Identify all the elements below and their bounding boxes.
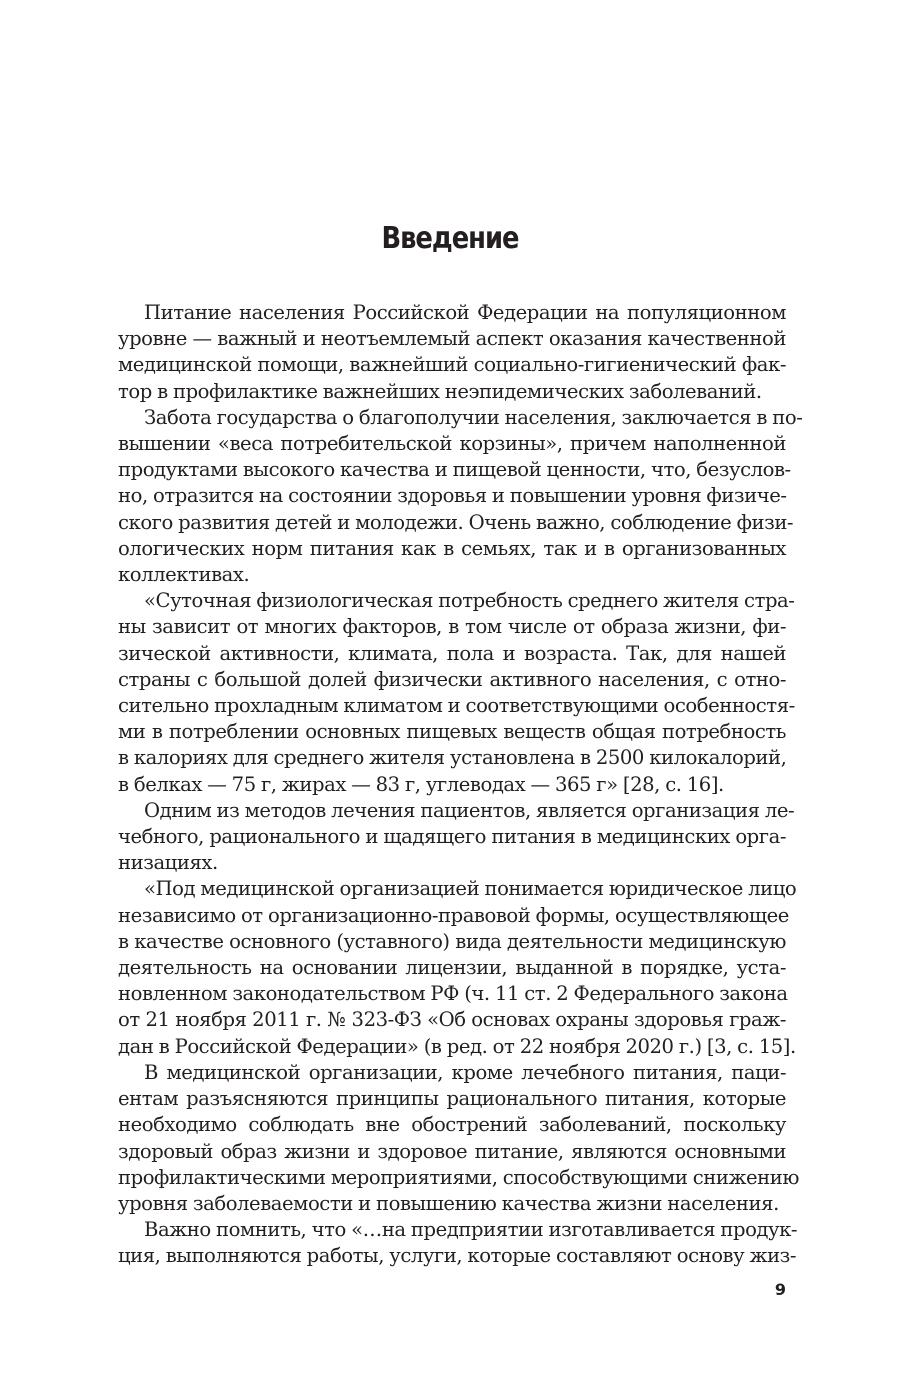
text-line: Одним из методов лечения пациентов, является организация ле-	[144, 798, 795, 822]
text-line: дан в Российской Федерации» (в ред. от 22 ноября 2020 г.) [3, с. 15].	[118, 1034, 796, 1058]
text-line: уровне — важный и неотъемлемый аспект оказания качественной	[118, 327, 786, 351]
text-line: профилактическими мероприятиями, способствующими снижению	[118, 1165, 800, 1189]
paragraph	[118, 405, 803, 588]
paragraph	[118, 300, 786, 405]
text-line: тор в профилактике важнейших неэпидемических заболеваний.	[118, 379, 762, 403]
text-line: коллективах.	[118, 563, 250, 587]
text-line: В медицинской организации, кроме лечебного питания, паци-	[144, 1060, 786, 1084]
text-line: деятельность на основании лицензии, выданной в порядке, уста-	[118, 956, 786, 980]
text-line: «Суточная физиологическая потребность среднего жителя стра-	[144, 589, 795, 613]
paragraph	[118, 798, 795, 877]
text-line: ми в потреблении основных пищевых веществ общая потребность	[118, 720, 786, 744]
text-line: Важно помнить, что «…на предприятии изготавливается продук-	[144, 1218, 798, 1242]
text-line: Питание населения Российской Федерации на популяционном	[144, 301, 786, 324]
text-line: ентам разъясняются принципы рационального питания, которые	[118, 1087, 786, 1111]
text-line: в качестве основного (уставного) вида деятельности медицинскую	[118, 929, 786, 953]
text-line: сительно прохладным климатом и соответствующими особенностя-	[118, 694, 795, 718]
text-line: необходимо соблюдать вне обострений заболеваний, поскольку	[118, 1113, 786, 1137]
chapter-title: Введение	[381, 221, 519, 256]
text-line: медицинской помощи, важнейший социально-гигиенический фак-	[118, 353, 786, 377]
paragraph	[118, 1217, 798, 1269]
text-line: от 21 ноября 2011 г. № 323-ФЗ «Об основах охраны здоровья граж-	[118, 1008, 786, 1032]
text-line: «Под медицинской организацией понимается юридическое лицо	[144, 877, 797, 901]
body-text	[118, 300, 803, 1270]
text-line: здоровый образ жизни и здоровое питание, являются основными	[118, 1139, 786, 1163]
text-line: независимо от организационно-правовой формы, осуществляющее	[118, 903, 789, 927]
text-line: в калориях для среднего жителя установлена в 2500 килокалорий,	[118, 746, 787, 770]
text-line: продуктами высокого качества и пищевой ценности, что, безуслов-	[118, 458, 791, 482]
text-line: ны зависит от многих факторов, в том числе от образа жизни, фи-	[118, 615, 786, 639]
paragraph	[118, 876, 797, 1059]
text-line: ского развития детей и молодежи. Очень важно, соблюдение физи-	[118, 510, 794, 534]
text-line: ологических норм питания как в семьях, так и в организованных	[118, 536, 786, 560]
text-line: зической активности, климата, пола и возраста. Так, для нашей	[118, 641, 786, 665]
text-line: новленном законодательством РФ (ч. 11 ст. 2 Федерального закона	[118, 982, 788, 1006]
text-line: чебного, рационального и щадящего питания в медицинских орга-	[118, 825, 786, 849]
text-line: в белках — 75 г, жирах — 83 г, углеводах — 365 г» [28, с. 16].	[118, 772, 724, 796]
text-line: но, отразится на состоянии здоровья и повышении уровня физиче-	[118, 484, 787, 508]
text-line: ция, выполняются работы, услуги, которые составляют основу жиз-	[118, 1244, 797, 1268]
page-number: 9	[774, 1280, 786, 1299]
paragraph	[118, 588, 795, 798]
text-line: вышении «веса потребительской корзины», причем наполненной	[118, 432, 786, 456]
text-line: Забота государства о благополучии населения, заключается в по-	[144, 405, 803, 429]
text-line: уровня заболеваемости и повышению качества жизни населения.	[118, 1191, 779, 1215]
text-line: страны с большой долей физически активного населения, с отно-	[118, 667, 786, 691]
text-line: низациях.	[118, 851, 218, 875]
paragraph	[118, 1060, 800, 1217]
